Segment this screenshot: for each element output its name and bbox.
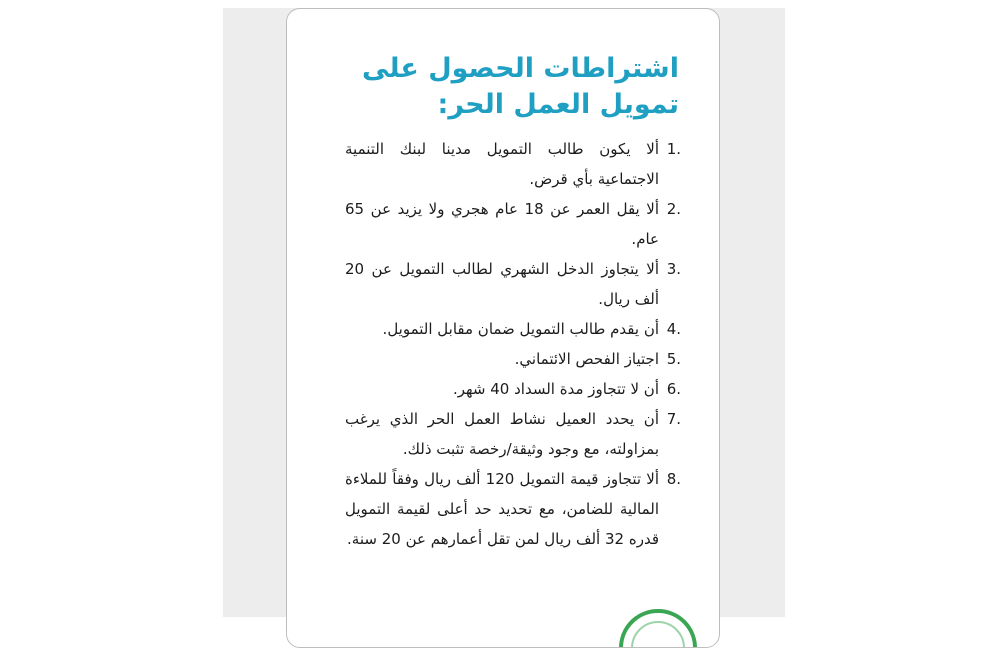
item-text: أن يقدم طالب التمويل ضمان مقابل التمويل. xyxy=(382,320,659,338)
requirements-list xyxy=(345,134,681,554)
item-number: 4. xyxy=(666,320,681,338)
item-text: ألا تتجاوز قيمة التمويل 120 ألف ريال وفقاً للملاءة المالية للضامن، مع تحديد حد أعلى لقيمة التمويل قدره 32 ألف ريال لمن تقل أعمارهم عن 20 سنة. xyxy=(345,470,659,548)
item-text: ألا يقل العمر عن 18 عام هجري ولا يزيد عن 65 عام. xyxy=(345,200,659,248)
item-text: ألا يتجاوز الدخل الشهري لطالب التمويل عن 20 ألف ريال. xyxy=(345,260,659,308)
info-card xyxy=(286,8,720,648)
list-item xyxy=(345,344,681,374)
list-item xyxy=(345,404,681,464)
item-number: 6. xyxy=(666,380,681,398)
item-text: ألا يكون طالب التمويل مدينا لبنك التنمية الاجتماعية بأي قرض. xyxy=(345,140,659,188)
list-item xyxy=(345,254,681,314)
card-title: اشتراطات الحصول على تمويل العمل الحر: xyxy=(362,53,679,120)
list-item xyxy=(345,194,681,254)
list-item xyxy=(345,464,681,554)
item-text: أن يحدد العميل نشاط العمل الحر الذي يرغب بمزاولته، مع وجود وثيقة/رخصة تثبت ذلك. xyxy=(345,410,659,458)
item-text: اجتياز الفحص الائتماني. xyxy=(514,350,659,368)
list-item xyxy=(345,134,681,194)
item-number: 5. xyxy=(666,350,681,368)
item-text: أن لا تتجاوز مدة السداد 40 شهر. xyxy=(452,380,659,398)
item-number: 7. xyxy=(666,410,681,428)
list-item xyxy=(345,314,681,344)
item-number: 3. xyxy=(666,260,681,278)
item-number: 8. xyxy=(666,470,681,488)
item-number: 2. xyxy=(666,200,681,218)
list-item xyxy=(345,374,681,404)
item-number: 1. xyxy=(666,140,681,158)
green-seal-icon xyxy=(619,609,697,648)
